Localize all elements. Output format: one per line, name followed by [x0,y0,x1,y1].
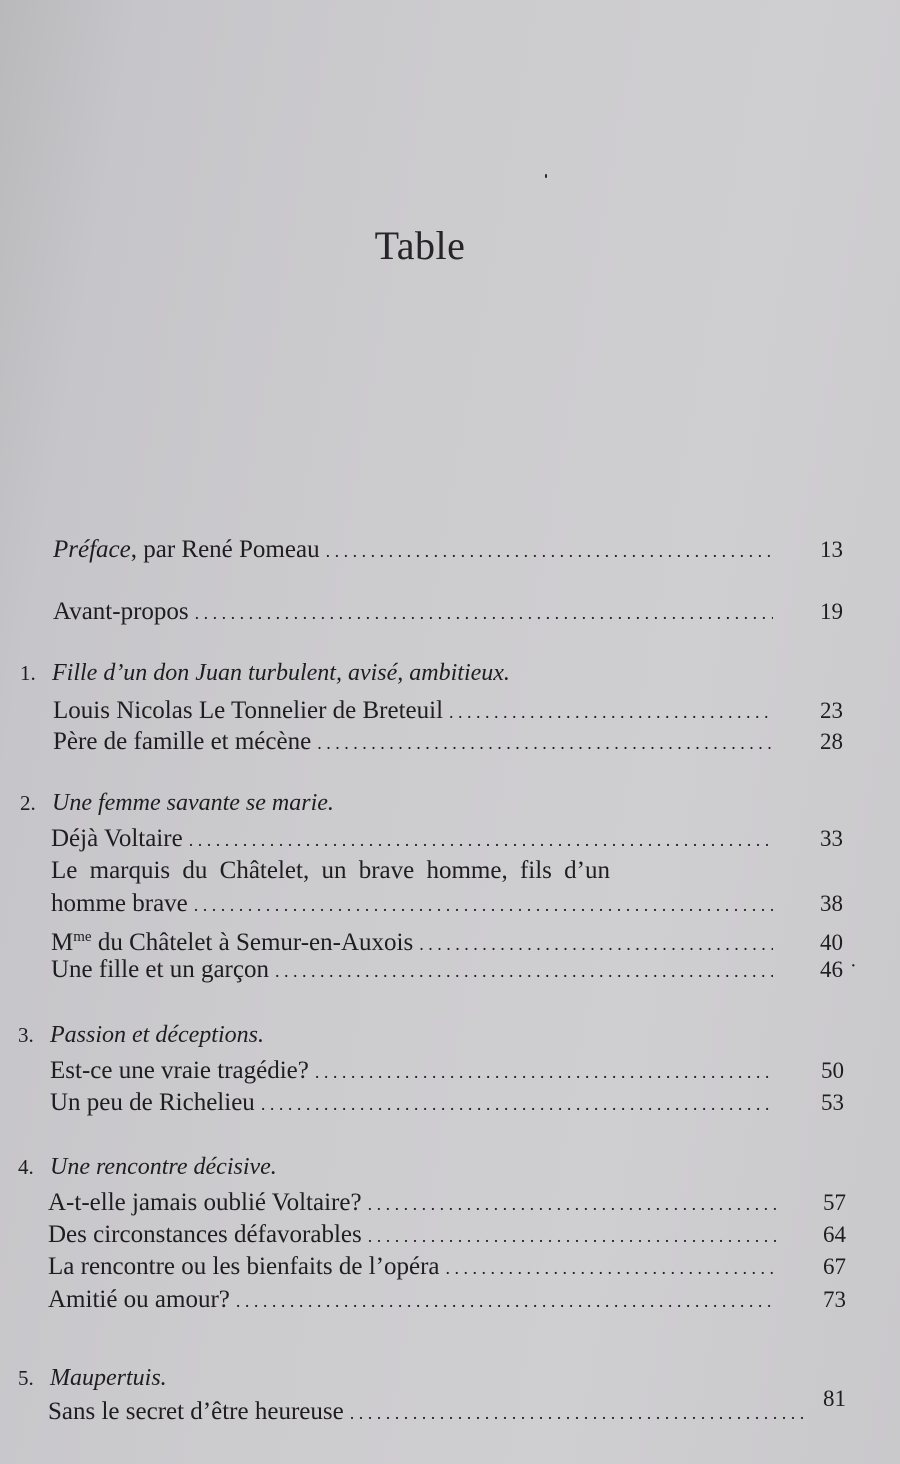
chapter-title: Fille d’un don Juan turbulent, avisé, ambitieux. [52,660,510,686]
page-number: 46 [820,957,843,982]
page-number: 67 [823,1254,846,1279]
entry-label: Un peu de Richelieu [50,1089,255,1116]
dot-leader [326,536,773,566]
entry-label: Sans le secret d’être heureuse [48,1398,344,1425]
page-number: 73 [823,1287,846,1312]
toc-entry-avant-propos [53,597,843,628]
page-number: 19 [820,599,843,624]
toc-entry [48,1220,846,1251]
dot-leader [446,1253,777,1283]
toc-entry [51,889,843,920]
chapter-heading-1 [20,658,510,688]
toc-entry [51,955,843,986]
toc-entry [51,824,843,855]
dot-leader [368,1189,776,1219]
entry-label: Des circonstances défavorables [48,1221,362,1248]
entry-label: La rencontre ou les bienfaits de l’opéra [48,1253,440,1280]
toc-entry [48,1252,846,1283]
entry-label: Louis Nicolas Le Tonnelier de Breteuil [53,697,444,724]
page-number: 40 [820,930,843,955]
page-number: 13 [820,537,843,562]
chapter-number: 4. [18,1155,34,1179]
toc-entry [50,1056,844,1087]
entry-label: A-t-elle jamais oublié Voltaire? [48,1189,362,1216]
toc-entry-page [806,1384,856,1414]
chapter-heading-3 [18,1020,264,1050]
toc-entry [51,922,843,959]
chapter-number: 2. [20,791,36,815]
page-number: 81 [823,1386,846,1411]
toc-entry [53,696,843,727]
chapter-number: 1. [20,661,36,685]
page-number: 23 [820,698,843,723]
toc-entry [48,1397,816,1428]
chapter-title: Passion et déceptions. [50,1022,264,1048]
ink-speck [545,174,547,178]
page-number: 33 [820,826,843,851]
chapter-title: Une rencontre décisive. [50,1154,277,1180]
chapter-heading-2 [20,788,334,818]
toc-entry-preface [53,535,843,566]
toc-entry [50,1088,844,1119]
chapter-title: Maupertuis. [50,1365,167,1391]
dot-leader [194,890,773,920]
page-number: 53 [821,1090,844,1115]
entry-label: Déjà Voltaire [51,825,183,852]
chapter-title: Une femme savante se marie. [52,790,334,816]
toc-entry [48,1285,846,1316]
dot-leader [261,1089,774,1119]
entry-label: Préface, par René Pomeau [53,536,320,563]
page-number: 50 [821,1058,844,1083]
dot-leader [368,1221,776,1251]
page-title: Table [374,223,466,268]
page-number: 28 [820,729,843,754]
dot-leader [350,1398,810,1428]
toc-entry [48,1188,846,1219]
page-number: 64 [823,1222,846,1247]
toc-entry-wrapped-line: Le marquis du Châtelet, un brave homme, fils d’un [51,857,610,884]
dot-leader [315,1057,774,1087]
dot-leader [189,825,773,855]
toc-entry [53,727,843,758]
chapter-number: 3. [18,1023,34,1047]
entry-label: homme brave [51,890,188,917]
entry-label: $M^{me}$ du Châtelet à Semur-en-Auxois [51,929,414,956]
entry-label: Père de famille et mécène [53,728,312,755]
dot-leader [449,697,773,727]
entry-label: Amitié ou amour? [48,1286,230,1313]
chapter-heading-4 [18,1152,277,1182]
dot-leader [236,1286,776,1316]
page-number: 57 [823,1190,846,1215]
entry-label: Une fille et un garçon [51,956,269,983]
stray-dot: · [850,955,857,977]
dot-leader [195,598,773,628]
dot-leader [317,728,773,758]
chapter-number: 5. [18,1366,34,1390]
entry-label: Est-ce une vraie tragédie? [50,1057,309,1084]
entry-label: Avant-propos [53,598,189,625]
dot-leader [275,956,773,986]
page-number: 38 [820,891,843,916]
chapter-heading-5 [18,1363,167,1393]
